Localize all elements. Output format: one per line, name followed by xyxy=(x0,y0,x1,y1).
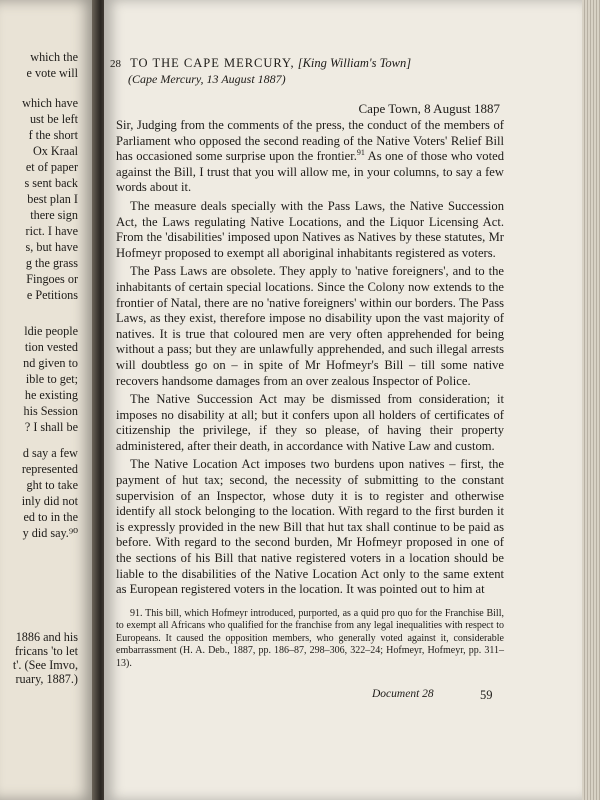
running-footer-label: Document 28 xyxy=(372,688,434,700)
paragraph: The Pass Laws are obsolete. They apply to 'native foreigners', and to the inhabitants of certain special locations. Since the Colony now extends to the frontier of Natal, there are no 'native foreigners' within our borders. The Pass Laws, as they exist, therefore impose no disability upon the vast majority of natives. It is true that coloured men are very often apprehended for being without a pass; but they are unlawfully apprehended, and such illegal arrests will doubtless go on – in spite of Mr Hofmeyr's Bill – till some native recovers handsome damages from an over zealous Inspector of Police. xyxy=(116,264,504,388)
page-number: 59 xyxy=(480,688,493,702)
facing-page-line: e vote will xyxy=(26,66,78,80)
facing-page-line: ruary, 1887.) xyxy=(15,672,78,686)
facing-page-line: there sign xyxy=(30,208,78,222)
facing-page-line: s sent back xyxy=(24,176,78,190)
paragraph: Sir, Judging from the comments of the press, the conduct of the members of Parliament who opposed the second reading of the Native Voters' Relief Bill has occasioned some surprise upon the frontier.$^{91}$ As one of those who voted against the Bill, I trust that you will allow me, in your columns, to say a few words about it. xyxy=(116,118,504,195)
letter-body xyxy=(116,118,504,601)
facing-page-line: d say a few xyxy=(22,446,78,460)
recipient-title: TO THE CAPE MERCURY, xyxy=(130,56,295,70)
paragraph: The Native Succession Act may be dismissed from consideration; it imposes no disability at all; but it confers upon all holders of certificates of citizenship the privilege, if they so please, of having their property administered, after their death, in accordance with Native Law and custom. xyxy=(116,392,504,453)
facing-page-line: ust be left xyxy=(29,112,78,126)
facing-page-line: Ox Kraal xyxy=(32,144,78,158)
facing-page-line: ? I shall be xyxy=(24,420,78,434)
facing-page-line: 1886 and his xyxy=(15,630,78,644)
letter-dateline: Cape Town, 8 August 1887 xyxy=(358,101,500,116)
facing-page-line: g the grass xyxy=(25,256,78,270)
facing-page-line: ght to take xyxy=(26,478,78,492)
document-heading xyxy=(110,56,550,87)
footnote xyxy=(116,608,504,670)
facing-page-line: best plan I xyxy=(27,192,78,206)
facing-page-line: et of paper xyxy=(25,160,78,174)
facing-page-line: his Session xyxy=(23,404,78,418)
facing-page-line: s, but have xyxy=(25,240,78,254)
facing-page-line: which have xyxy=(22,96,78,110)
facing-page-line: inly did not xyxy=(21,494,78,508)
book-page xyxy=(104,0,582,800)
facing-page-line: nd given to xyxy=(23,356,78,370)
page-edges xyxy=(582,0,600,800)
footnote-reference[interactable]: 91 xyxy=(356,148,365,157)
facing-page-line: y did say.⁹⁰ xyxy=(22,526,78,540)
recipient-place: [King William's Town] xyxy=(297,56,412,70)
paragraph: The Native Location Act imposes two burdens upon natives – first, the payment of hut tax; second, the necessity of submitting to the constant supervision of an Inspector, whose duty it is to register and otherwise identify all stock belonging to the location. With regard to the first burden it is expressly provided in the new Bill that hut tax shall continue to be paid as before. With regard to the second burden, Mr Hofmeyr proposed in one of the sections of his Bill that native registered voters in a location should be liable to the disabilities of the Native Location Act only to the same extent as European registered voters in the location. It was pointed out to him at xyxy=(116,457,504,597)
footnote-number: 91. xyxy=(130,608,143,619)
facing-page-line: which the xyxy=(30,50,78,64)
facing-page-line: ldie people xyxy=(24,324,78,338)
facing-page-line: ible to get; xyxy=(25,372,78,386)
facing-page-line: f the short xyxy=(28,128,78,142)
facing-page-line: fricans 'to let xyxy=(14,644,78,658)
document-number: 28 xyxy=(110,58,121,70)
facing-page-line: represented xyxy=(21,462,78,476)
footnote-text: This bill, which Hofmeyr introduced, purported, as a quid pro quo for the Franchise Bill, to exempt all Africans who qualified for the franchise from any legal inequalities with respect to Europeans. It caused the opposition members, who generally voted against it, considerable embarrassment (H. A. Deb., 1887, pp. 186–87, 298–306, 322–24; Hofmeyr, Hofmeyr, pp. 311–13). xyxy=(116,608,504,669)
facing-page-fragment xyxy=(0,0,96,800)
facing-page-line: t'. (See Imvo, xyxy=(12,658,78,672)
facing-page-line: Fingoes or xyxy=(26,272,78,286)
facing-page-line: tion vested xyxy=(24,340,78,354)
source-subheading: (Cape Mercury, 13 August 1887) xyxy=(128,72,286,86)
facing-page-line: ed to in the xyxy=(23,510,78,524)
facing-page-line: e Petitions xyxy=(26,288,78,302)
paragraph: The measure deals specially with the Pass Laws, the Native Succession Act, the Laws regulating Native Locations, and the Liquor Licensing Act. From the 'disabilities' imposed upon Natives as Natives by these statutes, Mr Hofmeyr proposed to exempt all aboriginal inhabitants registered as voters. xyxy=(116,198,504,260)
facing-page-line: he existing xyxy=(24,388,78,402)
facing-page-line: rict. I have xyxy=(25,224,78,238)
